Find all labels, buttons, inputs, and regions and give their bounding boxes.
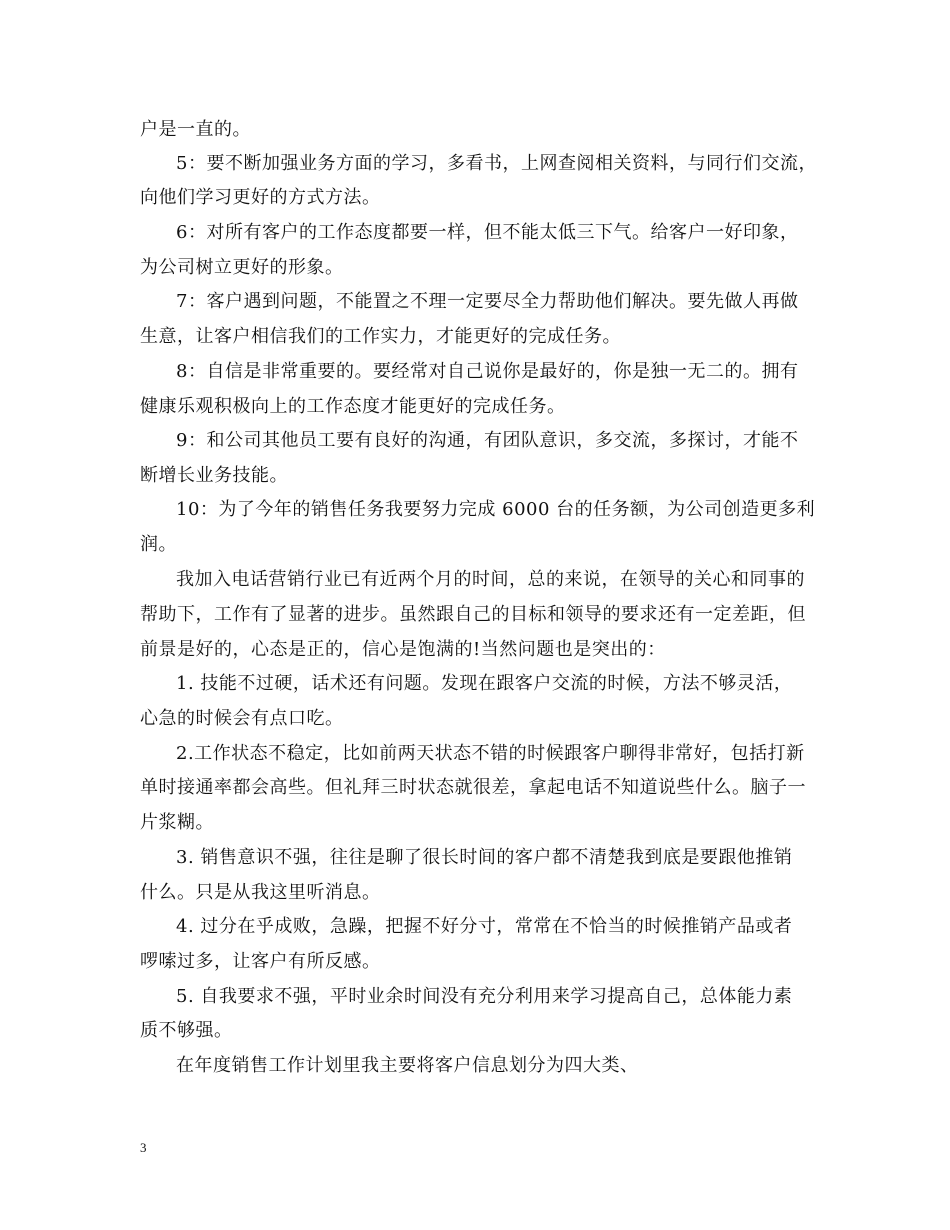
text-line: 在年度销售工作计划里我主要将客户信息划分为四大类、 [176,1055,639,1076]
text-line: 7：客户遇到问题，不能置之不理一定要尽全力帮助他们解决。要先做人再做 [176,291,799,312]
text-line: 前景是好的，心态是正的，信心是饱满的!当然问题也是突出的： [140,639,666,660]
text-line: 质不够强。 [140,1020,233,1041]
text-line: 啰嗦过多，让客户有所反感。 [140,951,381,972]
text-line: 6：对所有客户的工作态度都要一样，但不能太低三下气。给客户一好印象， [176,222,799,243]
page-number: 3 [140,1140,147,1155]
text-line: 帮助下，工作有了显著的进步。虽然跟自己的目标和领导的要求还有一定差距，但 [140,604,806,625]
text-line: 片浆糊。 [140,812,214,833]
text-line: 我加入电话营销行业已有近两个月的时间，总的来说，在领导的关心和同事的 [176,569,805,590]
text-line: 健康乐观积极向上的工作态度才能更好的完成任务。 [140,396,566,417]
text-line: 2.工作状态不稳定，比如前两天状态不错的时候跟客户聊得非常好，包括打新 [176,743,805,764]
text-line: 什么。只是从我这里听消息。 [140,882,381,903]
text-line: 4. 过分在乎成败，急躁，把握不好分寸，常常在不恰当的时候推销产品或者 [176,916,793,937]
text-line: 生意，让客户相信我们的工作实力，才能更好的完成任务。 [140,326,621,347]
text-line: 单时接通率都会高些。但礼拜三时状态就很差，拿起电话不知道说些什么。脑子一 [140,777,806,798]
text-line: 5：要不断加强业务方面的学习，多看书，上网查阅相关资料，与同行们交流， [176,153,817,174]
text-line: 5. 自我要求不强，平时业余时间没有充分利用来学习提高自己，总体能力素 [176,986,793,1007]
text-line: 为公司树立更好的形象。 [140,257,344,278]
text-line: 断增长业务技能。 [140,465,288,486]
text-line: 润。 [140,534,177,555]
text-line: 户是一直的。 [140,119,251,140]
text-line: 8：自信是非常重要的。要经常对自己说你是最好的，你是独一无二的。拥有 [176,361,799,382]
text-line: 1. 技能不过硬，话术还有问题。发现在跟客户交流的时候，方法不够灵活， [176,673,793,694]
text-line: 向他们学习更好的方式方法。 [140,187,381,208]
text-line: 9：和公司其他员工要有良好的沟通，有团队意识，多交流，多探讨，才能不 [176,430,799,451]
text-line: 3. 销售意识不强，往往是聊了很长时间的客户都不清楚我到底是要跟他推销 [176,847,793,868]
text-line: 心急的时候会有点口吃。 [140,708,344,729]
text-line: 10：为了今年的销售任务我要努力完成 6000 台的任务额，为公司创造更多利 [176,499,816,520]
